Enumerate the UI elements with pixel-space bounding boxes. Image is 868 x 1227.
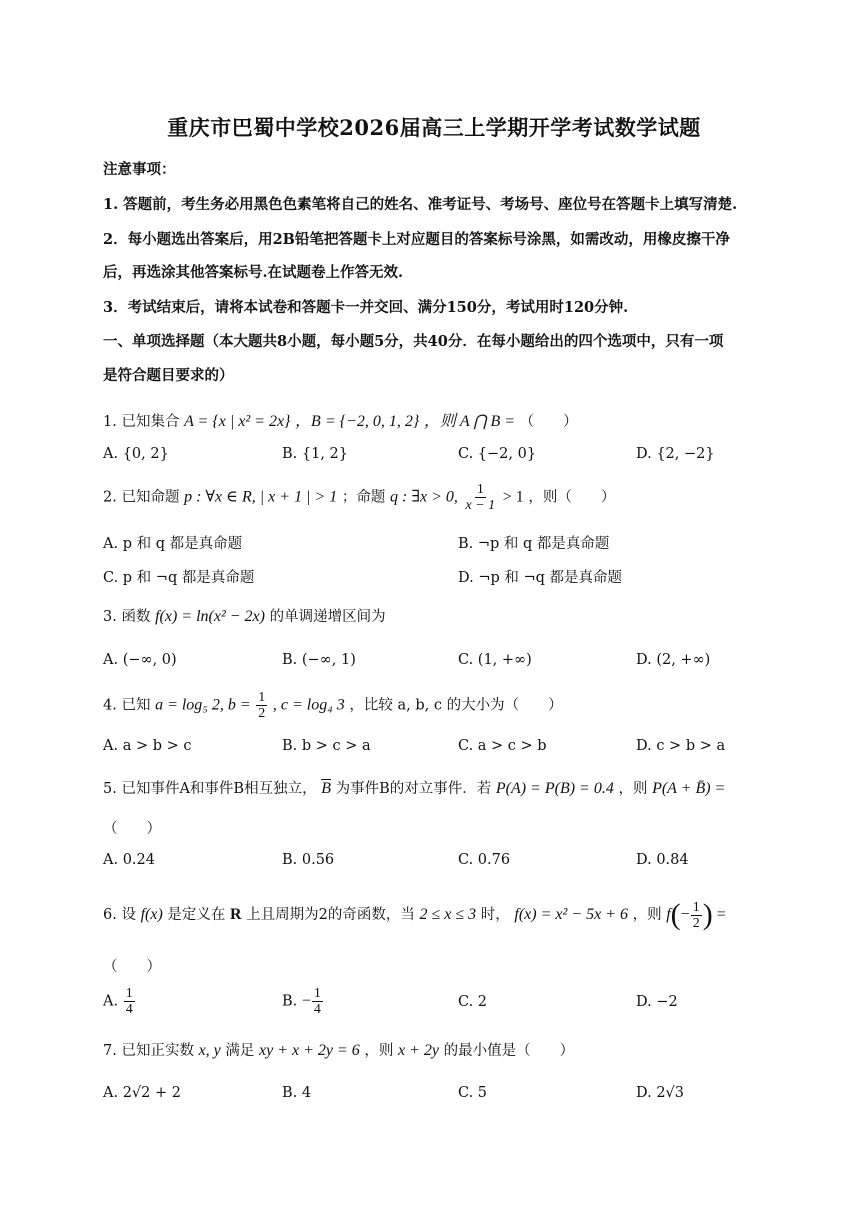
q1-set-b: ，B = {−2, 0, 1, 2} <box>295 413 420 430</box>
q7-option-d: D. 2√3 <box>636 1085 685 1101</box>
q6-mid-4: ，则 <box>632 907 662 923</box>
q5-option-b: B. 0.56 <box>282 852 335 868</box>
notice-item-2-line-2: 后，再选涂其他答案标号.在试题卷上作答无效. <box>103 264 404 281</box>
question-2 <box>103 482 615 513</box>
q4-a: a = log₅ 2, b = <box>155 696 251 714</box>
q6-option-a <box>103 986 136 1017</box>
q1-option-b: B. {1, 2} <box>282 446 348 462</box>
q6-paren: （ ） <box>103 959 161 975</box>
q6-r: R <box>229 906 242 923</box>
q1-option-a: A. {0, 2} <box>103 446 169 462</box>
q3-option-a: A. (−∞, 0) <box>103 652 177 668</box>
q7-cond: xy + x + 2y = 6 <box>258 1042 360 1059</box>
q2-option-c: C. p 和 ¬q 都是真命题 <box>103 570 255 586</box>
section-heading-line-2: 是符合题目要求的） <box>103 367 234 384</box>
q4-frac-den: 2 <box>258 706 266 721</box>
q5-expr-2: P(A + B̄) = <box>652 780 726 797</box>
q5-text-3: ，则 <box>618 781 648 797</box>
q6-option-b-fraction <box>312 986 323 1017</box>
q6-option-b-minus: − <box>301 992 311 1010</box>
q6-f: f <box>666 906 671 923</box>
q6-option-d: D. −2 <box>636 994 678 1010</box>
q4-frac-num: 1 <box>258 690 266 705</box>
q5-text-1: 5. 已知事件A和事件B相互独立， <box>103 781 317 797</box>
q6-option-b-den: 4 <box>313 1002 321 1017</box>
section-heading-line-1: 一、单项选择题（本大题共8小题，每小题5分，共40分．在每小题给出的四个选项中，只有一项 <box>103 333 724 350</box>
q6-option-a-num: 1 <box>125 986 133 1001</box>
q5-paren: （ ） <box>103 821 161 837</box>
q4-ask: ，比较 a, b, c 的大小为（ ） <box>349 697 563 714</box>
question-1 <box>103 408 578 431</box>
q6-mid-2: 上且周期为2的奇函数，当 <box>246 907 415 923</box>
q6-frac-num: 1 <box>692 899 700 915</box>
q3-option-d: D. (2, +∞) <box>636 652 711 668</box>
q6-rparen: ) <box>702 898 713 931</box>
q2-option-d: D. ¬p 和 ¬q 都是真命题 <box>458 570 623 586</box>
q5-option-d: D. 0.84 <box>636 852 689 868</box>
q6-option-c: C. 2 <box>458 994 488 1010</box>
q6-minus: − <box>680 906 690 923</box>
q2-mid: ；命题 <box>341 489 386 506</box>
question-3 <box>103 605 386 626</box>
q2-prop-p: p : ∀x ∈ R, | x + 1 | > 1 <box>184 488 338 506</box>
q1-ask: ，则 A ⋂ B = <box>423 413 516 430</box>
q4-option-b: B. b > c > a <box>282 738 371 754</box>
q2-option-a: A. p 和 q 都是真命题 <box>103 536 243 552</box>
q6-option-a-label: A. <box>103 993 119 1010</box>
q4-option-c: C. a > c > b <box>458 738 547 754</box>
q6-cond: 2 ≤ x ≤ 3 <box>419 906 477 923</box>
q6-option-a-den: 4 <box>125 1002 133 1017</box>
q6-eq: = <box>712 906 726 923</box>
notice-item-3: 3．考试结束后，请将本试卷和答题卡一并交回、满分150分，考试用时120分钟. <box>103 299 629 316</box>
notice-item-1: 1. 答题前，考生务必用黑色色素笔将自己的姓名、准考证号、考场号、座位号在答题卡上填写清楚. <box>103 196 738 213</box>
q6-mid-1: 是定义在 <box>167 907 226 923</box>
q4-option-d: D. c > b > a <box>636 738 726 754</box>
page-title: 重庆市巴蜀中学校2026届高三上学期开学考试数学试题 <box>167 115 701 140</box>
q6-option-b-num: 1 <box>313 986 321 1001</box>
q3-ask: 的单调递增区间为 <box>269 609 386 625</box>
q2-lead: 2. 已知命题 <box>103 489 180 506</box>
q3-lead: 3. 函数 <box>103 609 151 625</box>
q6-frac-den: 2 <box>692 915 700 931</box>
q6-lead: 6. 设 <box>103 907 136 923</box>
q5-text-2: 为事件B的对立事件．若 <box>335 781 492 797</box>
q3-option-b: B. (−∞, 1) <box>282 652 356 668</box>
q7-target: x + 2y <box>398 1042 439 1059</box>
q6-option-b-label: B. <box>282 993 298 1010</box>
q4-fraction <box>256 690 267 721</box>
question-7 <box>103 1039 574 1060</box>
q7-option-c: C. 5 <box>458 1085 488 1101</box>
q1-paren: （ ） <box>519 414 578 430</box>
q7-vars: x, y <box>198 1042 221 1059</box>
q6-option-b <box>282 986 324 1017</box>
q7-ask: 的最小值是（ ） <box>443 1043 575 1059</box>
question-6 <box>103 898 726 932</box>
question-4 <box>103 690 563 721</box>
q1-set-a: A = {x | x² = 2x} <box>184 413 291 430</box>
q6-mid-3: 时， <box>480 907 510 923</box>
q4-c: , c = log₄ 3 <box>272 696 345 714</box>
q5-expr: P(A) = P(B) = 0.4 <box>495 780 614 797</box>
question-5 <box>103 777 725 798</box>
q6-option-a-fraction <box>124 986 135 1017</box>
q1-option-c: C. {−2, 0} <box>458 446 537 462</box>
q7-lead: 7. 已知正实数 <box>103 1043 194 1059</box>
q6-fx: f(x) <box>140 906 163 923</box>
q1-option-d: D. {2, −2} <box>636 446 715 462</box>
notice-item-2-line-1: 2．每小题选出答案后，用2B铅笔把答题卡上对应题目的答案标号涂黑，如需改动，用橡皮擦干净 <box>103 231 730 248</box>
q5-b-bar: $\overline{B}$ <box>321 780 331 797</box>
q7-option-b: B. 4 <box>282 1085 312 1101</box>
q6-lparen: ( <box>670 898 681 931</box>
q4-option-a: A. a > b > c <box>103 738 192 754</box>
q3-option-c: C. (1, +∞) <box>458 652 532 668</box>
q2-ask: ，则（ ） <box>528 489 616 506</box>
q2-option-b: B. ¬p 和 q 都是真命题 <box>458 536 610 552</box>
q2-prop-q-post: > 1 <box>502 488 524 506</box>
q7-mid-2: ，则 <box>364 1043 394 1059</box>
q2-frac-den: x − 1 <box>465 498 496 513</box>
q7-mid: 满足 <box>225 1043 255 1059</box>
q2-frac-num: 1 <box>476 482 484 497</box>
q3-expr: f(x) = ln(x² − 2x) <box>155 608 265 625</box>
q2-fraction <box>464 482 498 513</box>
q7-option-a: A. 2√2 + 2 <box>103 1085 181 1101</box>
q4-lead: 4. 已知 <box>103 697 151 714</box>
q6-fraction <box>691 900 702 931</box>
q1-lead: 1. 已知集合 <box>103 414 180 430</box>
q6-def: f(x) = x² − 5x + 6 <box>514 906 628 923</box>
q5-option-a: A. 0.24 <box>103 852 155 868</box>
notice-heading: 注意事项： <box>103 161 176 178</box>
q2-prop-q: q : ∃x > 0, <box>389 488 458 506</box>
q5-option-c: C. 0.76 <box>458 852 511 868</box>
